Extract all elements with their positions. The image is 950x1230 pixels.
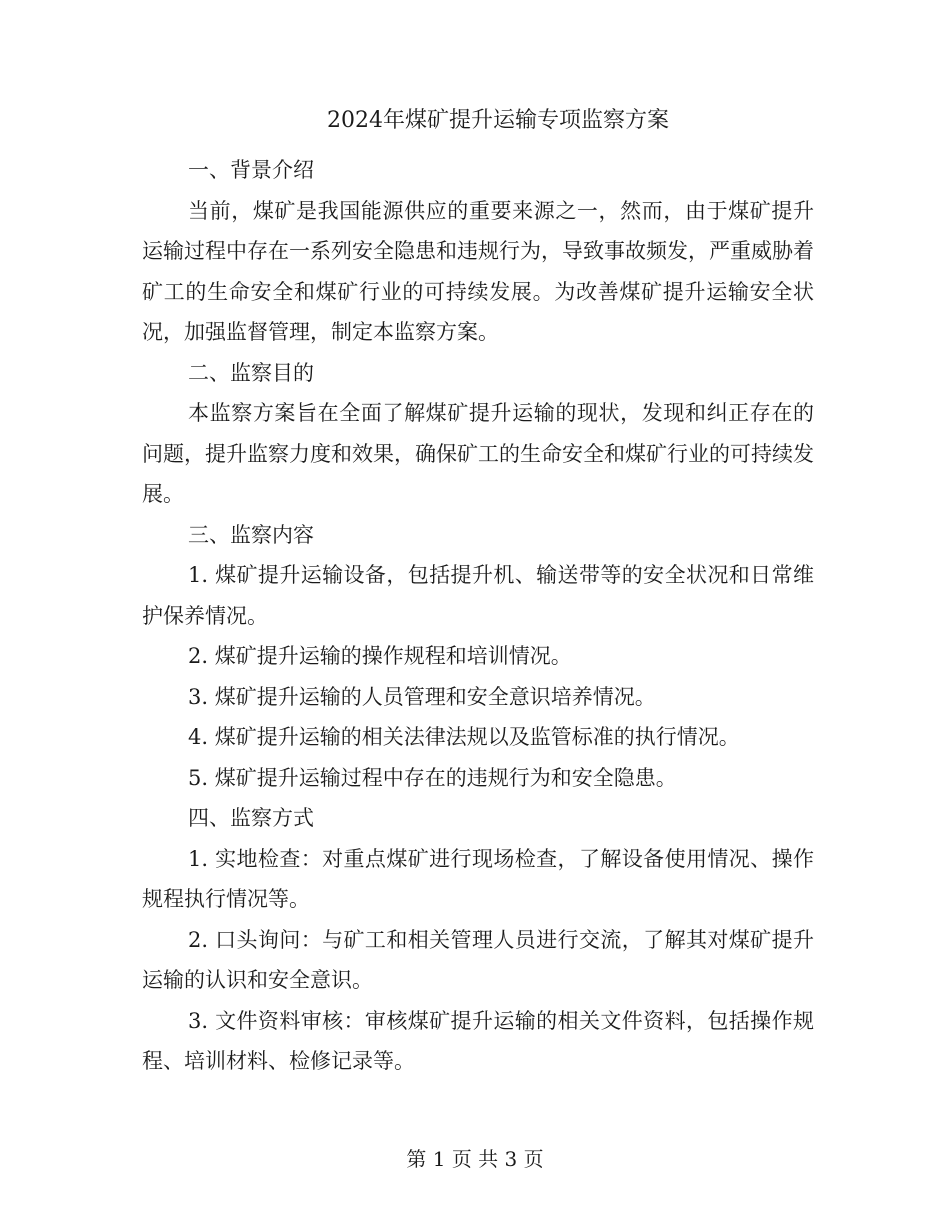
list-item-method-2: 2. 口头询问：与矿工和相关管理人员进行交流，了解其对煤矿提升运输的认识和安全意识。	[142, 927, 814, 992]
document-body	[142, 150, 814, 1082]
list-item-method-3: 3. 文件资料审核：审核煤矿提升运输的相关文件资料，包括操作规程、培训材料、检修记录等。	[142, 1008, 814, 1073]
list-item-content-1: 1. 煤矿提升运输设备，包括提升机、输送带等的安全状况和日常维护保养情况。	[142, 563, 814, 628]
document-title: 2024年煤矿提升运输专项监察方案	[327, 108, 669, 133]
list-item-content-4: 4. 煤矿提升运输的相关法律法规以及监管标准的执行情况。	[188, 725, 740, 749]
list-item-content-5: 5. 煤矿提升运输过程中存在的违规行为和安全隐患。	[188, 765, 677, 790]
section-heading-content: 三、监察内容	[188, 522, 314, 547]
page-number-footer: 第 1 页 共 3 页	[406, 1147, 544, 1171]
paragraph-background: 当前，煤矿是我国能源供应的重要来源之一，然而，由于煤矿提升运输过程中存在一系列安全隐患和违规行为，导致事故频发，严重威胁着矿工的生命安全和煤矿行业的可持续发展。为改善煤矿提升运输安全状况，加强监督管理，制定本监察方案。	[142, 198, 814, 344]
list-item-content-3: 3. 煤矿提升运输的人员管理和安全意识培养情况。	[188, 684, 656, 709]
paragraph-purpose: 本监察方案旨在全面了解煤矿提升运输的现状，发现和纠正存在的问题，提升监察力度和效果，确保矿工的生命安全和煤矿行业的可持续发展。	[142, 401, 814, 506]
section-heading-background: 一、背景介绍	[188, 158, 314, 182]
list-item-content-2: 2. 煤矿提升运输的操作规程和培训情况。	[188, 644, 572, 668]
section-heading-purpose: 二、监察目的	[188, 360, 314, 385]
section-heading-method: 四、监察方式	[188, 806, 314, 830]
list-item-method-1: 1. 实地检查：对重点煤矿进行现场检查，了解设备使用情况、操作规程执行情况等。	[142, 846, 814, 911]
